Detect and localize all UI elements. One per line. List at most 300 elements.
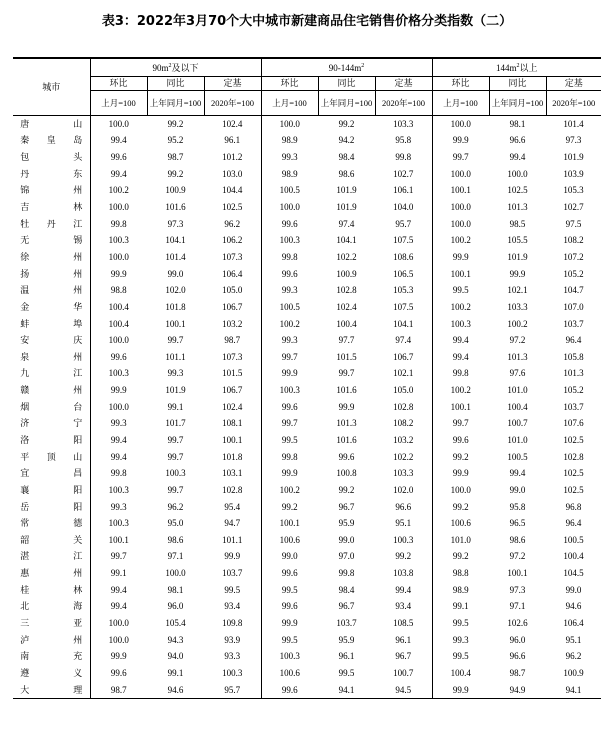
index-yoy-value: 100.0: [507, 168, 528, 179]
index-mom-value: 99.8: [261, 449, 318, 466]
index-yoy-value: 101.8: [165, 301, 186, 312]
index-mom-value: 99.9: [261, 615, 318, 632]
index-mom-value: 98.8: [432, 565, 489, 582]
index-mom-value: 100.0: [90, 199, 147, 216]
index-mom-value: 100.4: [90, 299, 147, 316]
index-mom-value: 99.6: [90, 665, 147, 682]
index-base-value: 96.4: [565, 335, 582, 346]
index-base-value: 94.7: [224, 518, 241, 529]
index-yoy-value: 101.6: [336, 434, 357, 445]
index-base-value: 102.5: [563, 484, 584, 495]
table-row: [13, 199, 601, 216]
index-base-value: 96.1: [395, 634, 412, 645]
index-mom-value: 100.0: [90, 249, 147, 266]
sub-header-base: 定基: [375, 77, 432, 91]
index-mom-value: 99.9: [261, 366, 318, 383]
index-base-value: 105.0: [222, 285, 243, 296]
city-name: 安 庆: [20, 335, 83, 346]
index-yoy-value: 99.7: [338, 368, 355, 379]
index-mom-value: 98.9: [261, 166, 318, 183]
index-yoy-value: 99.0: [509, 484, 526, 495]
table-row: [13, 282, 601, 299]
index-mom-value: 99.6: [261, 599, 318, 616]
index-yoy-value: 102.1: [507, 285, 528, 296]
index-mom-value: 99.6: [261, 266, 318, 283]
city-name: 包 头: [20, 152, 83, 163]
index-mom-value: 100.5: [261, 183, 318, 200]
index-yoy-value: 105.5: [507, 235, 528, 246]
index-yoy-value: 101.5: [336, 351, 357, 362]
index-mom-value: 99.9: [432, 249, 489, 266]
table-row: [13, 615, 601, 632]
index-yoy-value: 96.7: [338, 601, 355, 612]
index-base-value: 96.2: [565, 651, 582, 662]
index-base-value: 107.2: [563, 251, 584, 262]
index-mom-value: 99.9: [90, 266, 147, 283]
index-mom-value: 100.0: [432, 116, 489, 133]
index-mom-value: 99.7: [261, 416, 318, 433]
index-mom-value: 100.0: [90, 399, 147, 416]
index-base-value: 101.1: [222, 534, 243, 545]
index-base-value: 108.2: [393, 418, 414, 429]
base-header-2020: 2020年=100: [204, 91, 261, 116]
index-base-value: 102.2: [393, 451, 414, 462]
table-row: [13, 133, 601, 150]
city-name: 常 德: [20, 518, 83, 529]
index-base-value: 102.5: [563, 468, 584, 479]
index-yoy-value: 99.1: [167, 667, 184, 678]
index-mom-value: 99.3: [261, 332, 318, 349]
index-base-value: 104.7: [563, 285, 584, 296]
table-row: [13, 399, 601, 416]
sub-header-base: 定基: [204, 77, 261, 91]
city-name: 桂 林: [20, 584, 83, 595]
index-yoy-value: 99.2: [167, 168, 184, 179]
index-mom-value: 99.2: [432, 449, 489, 466]
index-mom-value: 100.2: [261, 316, 318, 333]
base-header-yoy: 上年同月=100: [147, 91, 204, 116]
index-base-value: 102.4: [222, 118, 243, 129]
base-header-yoy: 上年同月=100: [318, 91, 375, 116]
index-yoy-value: 101.4: [165, 251, 186, 262]
table-row: [13, 149, 601, 166]
index-base-value: 106.4: [563, 618, 584, 629]
index-base-value: 105.3: [393, 285, 414, 296]
index-mom-value: 99.3: [90, 499, 147, 516]
city-name: 济 宁: [20, 418, 83, 429]
index-yoy-value: 100.5: [507, 451, 528, 462]
index-yoy-value: 99.7: [167, 451, 184, 462]
index-yoy-value: 96.0: [167, 601, 184, 612]
index-mom-value: 100.3: [90, 515, 147, 532]
index-yoy-value: 98.1: [509, 118, 526, 129]
index-mom-value: 99.7: [90, 549, 147, 566]
index-mom-value: 99.8: [432, 366, 489, 383]
index-base-value: 106.7: [222, 385, 243, 396]
index-base-value: 109.8: [222, 618, 243, 629]
index-mom-value: 99.5: [432, 615, 489, 632]
index-mom-value: 99.9: [432, 682, 489, 699]
index-mom-value: 99.3: [90, 416, 147, 433]
index-mom-value: 99.6: [261, 565, 318, 582]
index-mom-value: 99.1: [432, 599, 489, 616]
index-base-value: 108.5: [393, 618, 414, 629]
index-mom-value: 100.1: [261, 515, 318, 532]
city-name: 蚌 埠: [20, 318, 83, 329]
index-yoy-value: 102.8: [336, 285, 357, 296]
index-yoy-value: 94.9: [489, 682, 546, 699]
index-yoy-value: 102.6: [507, 618, 528, 629]
index-yoy-value: 99.4: [509, 468, 526, 479]
index-mom-value: 99.6: [261, 399, 318, 416]
index-base-value: 102.5: [222, 202, 243, 213]
index-yoy-value: 94.0: [167, 651, 184, 662]
index-base-value: 96.7: [395, 651, 412, 662]
index-base-value: 96.6: [395, 501, 412, 512]
index-base-value: 94.1: [546, 682, 601, 699]
index-mom-value: 100.0: [432, 199, 489, 216]
index-yoy-value: 97.4: [338, 218, 355, 229]
city-name: 惠 州: [20, 568, 83, 579]
index-yoy-value: 100.2: [507, 318, 528, 329]
city-name: 唐 山: [20, 118, 83, 129]
index-mom-value: 99.7: [432, 149, 489, 166]
index-base-value: 104.4: [222, 185, 243, 196]
table-row: [13, 332, 601, 349]
table-row: [13, 382, 601, 399]
index-mom-value: 100.3: [90, 366, 147, 383]
index-base-value: 101.9: [563, 152, 584, 163]
index-yoy-value: 100.1: [507, 568, 528, 579]
index-yoy-value: 95.8: [509, 501, 526, 512]
index-base-value: 93.4: [224, 601, 241, 612]
price-index-table: [13, 58, 601, 699]
index-mom-value: 99.6: [261, 216, 318, 233]
index-mom-value: 99.9: [90, 649, 147, 666]
index-mom-value: 99.4: [90, 133, 147, 150]
table-row: [13, 432, 601, 449]
index-mom-value: 100.3: [432, 316, 489, 333]
index-yoy-value: 94.6: [147, 682, 204, 699]
index-mom-value: 99.6: [90, 149, 147, 166]
base-header-mom: 上月=100: [261, 91, 318, 116]
index-base-value: 100.9: [563, 667, 584, 678]
index-yoy-value: 99.0: [167, 268, 184, 279]
index-yoy-value: 101.7: [165, 418, 186, 429]
city-name: 锦 州: [20, 185, 83, 196]
index-mom-value: 100.2: [432, 299, 489, 316]
index-mom-value: 100.0: [90, 332, 147, 349]
index-mom-value: 99.9: [432, 133, 489, 150]
sub-header-mom: 环比: [90, 77, 147, 91]
index-yoy-value: 97.1: [167, 551, 184, 562]
city-name: 赣 州: [20, 385, 83, 396]
index-mom-value: 100.4: [432, 665, 489, 682]
index-base-value: 107.5: [393, 235, 414, 246]
index-mom-value: 100.6: [261, 532, 318, 549]
sub-header-mom: 环比: [261, 77, 318, 91]
index-yoy-value: 99.2: [338, 118, 355, 129]
index-yoy-value: 99.3: [167, 368, 184, 379]
index-base-value: 99.2: [395, 551, 412, 562]
index-base-value: 102.8: [393, 401, 414, 412]
index-base-value: 99.4: [395, 584, 412, 595]
index-yoy-value: 100.3: [165, 468, 186, 479]
city-name: 徐 州: [20, 251, 83, 262]
group-header-large: $144m^2$以上: [432, 59, 601, 77]
index-yoy-value: 98.4: [338, 152, 355, 163]
city-name: 遵 义: [20, 667, 83, 678]
index-base-value: 93.4: [395, 601, 412, 612]
city-name: 平顶山: [20, 451, 83, 462]
index-mom-value: 100.1: [432, 266, 489, 283]
index-yoy-value: 101.9: [507, 251, 528, 262]
index-base-value: 96.4: [565, 518, 582, 529]
index-yoy-value: 96.6: [509, 135, 526, 146]
index-mom-value: 100.6: [432, 515, 489, 532]
index-base-value: 103.7: [563, 401, 584, 412]
index-mom-value: 98.7: [90, 682, 147, 699]
index-base-value: 105.3: [563, 185, 584, 196]
index-base-value: 106.5: [393, 268, 414, 279]
index-mom-value: 99.2: [261, 499, 318, 516]
index-mom-value: 99.1: [90, 565, 147, 582]
index-yoy-value: 95.9: [338, 518, 355, 529]
index-yoy-value: 101.0: [507, 434, 528, 445]
city-name: 湛 江: [20, 551, 83, 562]
index-base-value: 106.1: [393, 185, 414, 196]
index-yoy-value: 95.0: [167, 518, 184, 529]
table-row: [13, 116, 601, 133]
index-base-value: 102.8: [563, 451, 584, 462]
index-yoy-value: 101.9: [336, 185, 357, 196]
city-name: 南 充: [20, 651, 83, 662]
index-base-value: 94.6: [565, 601, 582, 612]
index-base-value: 103.2: [222, 318, 243, 329]
index-base-value: 102.1: [393, 368, 414, 379]
index-base-value: 102.8: [222, 484, 243, 495]
index-yoy-value: 103.7: [336, 618, 357, 629]
index-mom-value: 99.2: [432, 549, 489, 566]
index-yoy-value: 96.0: [509, 634, 526, 645]
index-yoy-value: 96.7: [338, 501, 355, 512]
index-yoy-value: 99.7: [167, 484, 184, 495]
city-name: 烟 台: [20, 401, 83, 412]
index-mom-value: 100.3: [261, 382, 318, 399]
city-name: 秦皇岛: [20, 135, 83, 146]
city-name: 无 锡: [20, 235, 83, 246]
index-yoy-value: 96.2: [167, 501, 184, 512]
city-name: 温 州: [20, 285, 83, 296]
index-mom-value: 100.2: [90, 183, 147, 200]
base-header-mom: 上月=100: [90, 91, 147, 116]
index-mom-value: 100.1: [432, 183, 489, 200]
index-mom-value: 99.2: [432, 499, 489, 516]
index-yoy-value: 97.7: [338, 335, 355, 346]
index-base-value: 95.1: [395, 518, 412, 529]
index-base-value: 97.5: [565, 218, 582, 229]
table-row: [13, 682, 601, 699]
sub-header-yoy: 同比: [489, 77, 546, 91]
index-mom-value: 100.2: [432, 232, 489, 249]
index-base-value: 103.9: [563, 168, 584, 179]
index-mom-value: 99.5: [261, 582, 318, 599]
index-yoy-value: 98.4: [338, 584, 355, 595]
group-header-small: $90m^2$及以下: [90, 59, 261, 77]
index-yoy-value: 99.9: [509, 268, 526, 279]
index-base-value: 106.7: [393, 351, 414, 362]
index-mom-value: 100.3: [90, 482, 147, 499]
index-mom-value: 99.4: [432, 332, 489, 349]
index-yoy-value: 102.5: [507, 185, 528, 196]
index-yoy-value: 99.0: [338, 534, 355, 545]
index-yoy-value: 100.9: [336, 268, 357, 279]
index-mom-value: 99.8: [90, 465, 147, 482]
index-base-value: 97.3: [565, 135, 582, 146]
city-name: 三 亚: [20, 618, 83, 629]
index-yoy-value: 94.2: [338, 135, 355, 146]
index-yoy-value: 94.3: [167, 634, 184, 645]
index-yoy-value: 95.2: [167, 135, 184, 146]
index-mom-value: 99.6: [261, 682, 318, 699]
index-base-value: 95.1: [565, 634, 582, 645]
city-name: 吉 林: [20, 202, 83, 213]
index-mom-value: 100.0: [432, 216, 489, 233]
index-base-value: 102.5: [563, 434, 584, 445]
index-yoy-value: 101.9: [336, 202, 357, 213]
index-mom-value: 99.5: [432, 282, 489, 299]
index-mom-value: 100.0: [432, 166, 489, 183]
index-base-value: 101.2: [222, 152, 243, 163]
index-mom-value: 100.0: [90, 116, 147, 133]
index-base-value: 96.2: [224, 218, 241, 229]
sub-header-yoy: 同比: [318, 77, 375, 91]
index-yoy-value: 98.6: [509, 534, 526, 545]
index-base-value: 107.3: [222, 251, 243, 262]
table-row: [13, 465, 601, 482]
index-base-value: 100.7: [393, 667, 414, 678]
index-base-value: 99.5: [224, 584, 241, 595]
index-yoy-value: 102.4: [336, 301, 357, 312]
table-row: [13, 665, 601, 682]
index-yoy-value: 98.7: [167, 152, 184, 163]
index-yoy-value: 99.7: [167, 335, 184, 346]
index-yoy-value: 97.6: [509, 368, 526, 379]
index-yoy-value: 97.0: [338, 551, 355, 562]
index-yoy-value: 101.0: [507, 385, 528, 396]
index-base-value: 104.0: [393, 202, 414, 213]
table-row: [13, 166, 601, 183]
index-yoy-value: 96.5: [509, 518, 526, 529]
index-mom-value: 99.4: [90, 432, 147, 449]
index-yoy-value: 99.6: [338, 451, 355, 462]
index-yoy-value: 102.2: [336, 251, 357, 262]
index-base-value: 95.7: [204, 682, 261, 699]
index-yoy-value: 101.1: [165, 351, 186, 362]
table-body: [13, 116, 601, 699]
index-base-value: 93.3: [224, 651, 241, 662]
index-yoy-value: 101.3: [507, 202, 528, 213]
index-yoy-value: 100.4: [336, 318, 357, 329]
table-row: [13, 515, 601, 532]
city-name: 岳 阳: [20, 501, 83, 512]
index-mom-value: 100.5: [261, 299, 318, 316]
index-mom-value: 98.8: [90, 282, 147, 299]
table-row: [13, 565, 601, 582]
index-yoy-value: 100.9: [165, 185, 186, 196]
index-base-value: 104.1: [393, 318, 414, 329]
index-yoy-value: 98.6: [338, 168, 355, 179]
index-base-value: 100.5: [563, 534, 584, 545]
index-yoy-value: 100.0: [165, 568, 186, 579]
base-header-2020: 2020年=100: [375, 91, 432, 116]
index-mom-value: 100.3: [261, 649, 318, 666]
index-base-value: 100.3: [393, 534, 414, 545]
index-mom-value: 99.3: [432, 632, 489, 649]
index-base-value: 96.8: [565, 501, 582, 512]
table-row: [13, 299, 601, 316]
index-base-value: 106.7: [222, 301, 243, 312]
index-yoy-value: 96.1: [338, 651, 355, 662]
table-row: [13, 532, 601, 549]
index-base-value: 100.4: [563, 551, 584, 562]
city-name: 北 海: [20, 601, 83, 612]
index-base-value: 102.0: [393, 484, 414, 495]
table-row: [13, 549, 601, 566]
index-mom-value: 99.4: [432, 349, 489, 366]
base-header-2020: 2020年=100: [546, 91, 601, 116]
index-yoy-value: 99.2: [167, 118, 184, 129]
city-name: 宜 昌: [20, 468, 83, 479]
city-name: 洛 阳: [20, 434, 83, 445]
index-base-value: 108.6: [393, 251, 414, 262]
index-base-value: 103.7: [222, 568, 243, 579]
index-base-value: 103.0: [222, 168, 243, 179]
index-base-value: 95.7: [395, 218, 412, 229]
index-mom-value: 99.4: [90, 582, 147, 599]
index-yoy-value: 100.1: [165, 318, 186, 329]
table-row: [13, 216, 601, 233]
index-yoy-value: 103.3: [507, 301, 528, 312]
index-yoy-value: 104.1: [165, 235, 186, 246]
index-base-value: 95.4: [224, 501, 241, 512]
index-yoy-value: 102.0: [165, 285, 186, 296]
sub-header-mom: 环比: [432, 77, 489, 91]
index-base-value: 106.4: [222, 268, 243, 279]
index-base-value: 96.1: [224, 135, 241, 146]
index-mom-value: 100.3: [261, 232, 318, 249]
table-row: [13, 582, 601, 599]
index-base-value: 102.7: [393, 168, 414, 179]
table-row: [13, 449, 601, 466]
table-row: [13, 482, 601, 499]
index-mom-value: 99.3: [261, 149, 318, 166]
index-mom-value: 98.9: [261, 133, 318, 150]
index-base-value: 102.4: [222, 401, 243, 412]
index-base-value: 105.2: [563, 268, 584, 279]
index-base-value: 104.5: [563, 568, 584, 579]
index-yoy-value: 100.7: [507, 418, 528, 429]
index-yoy-value: 99.7: [167, 434, 184, 445]
index-yoy-value: 99.8: [338, 568, 355, 579]
index-mom-value: 99.7: [261, 349, 318, 366]
index-mom-value: 99.4: [90, 449, 147, 466]
table-row: [13, 366, 601, 383]
base-header-yoy: 上年同月=100: [489, 91, 546, 116]
table-row: [13, 599, 601, 616]
index-yoy-value: 99.9: [338, 401, 355, 412]
index-mom-value: 99.8: [261, 249, 318, 266]
